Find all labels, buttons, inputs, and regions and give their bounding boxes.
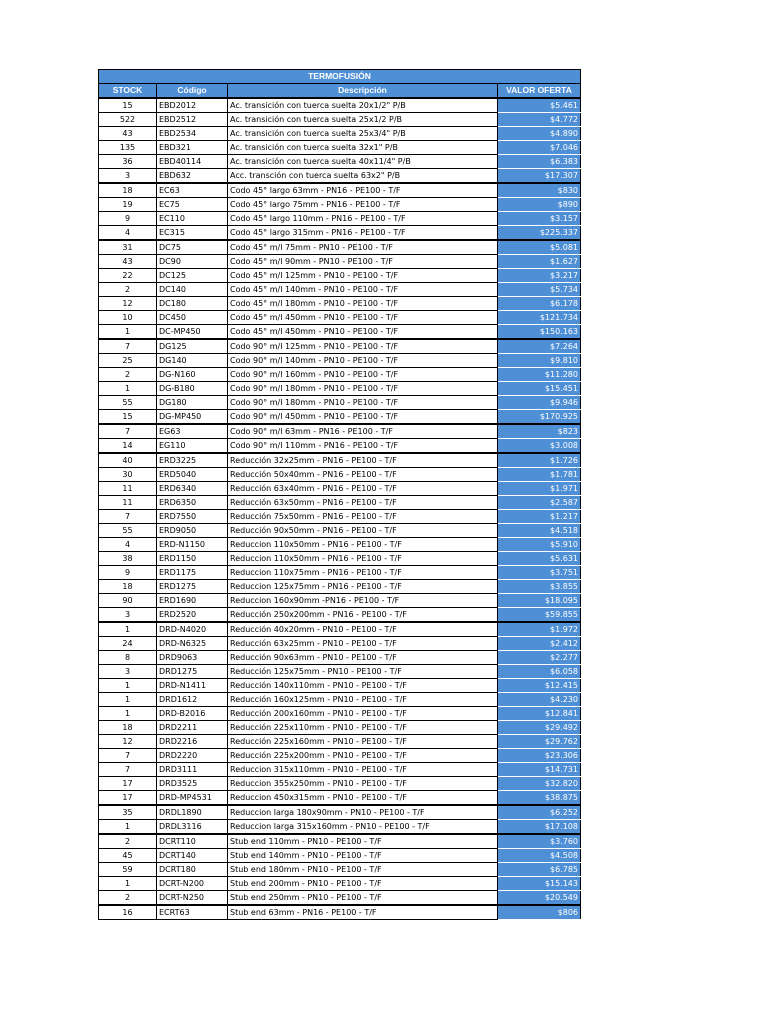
code-cell: DC-MP450 — [157, 325, 228, 340]
code-cell: DC140 — [157, 283, 228, 297]
price-cell: $3.760 — [498, 834, 581, 849]
code-cell: DRD9063 — [157, 651, 228, 665]
table-row — [99, 382, 581, 396]
table-row — [99, 763, 581, 777]
description-cell: Codo 45° m/l 125mm - PN10 - PE100 - T/F — [228, 269, 498, 283]
description-cell: Codo 90° m/l 180mm - PN10 - PE100 - T/F — [228, 396, 498, 410]
code-cell: DC90 — [157, 255, 228, 269]
price-cell: $823 — [498, 424, 581, 439]
stock-cell: 30 — [99, 468, 157, 482]
description-cell: Reducción 160x125mm - PN10 - PE100 - T/F — [228, 693, 498, 707]
table-row — [99, 566, 581, 580]
table-row — [99, 721, 581, 735]
price-cell: $17.307 — [498, 169, 581, 184]
description-cell: Codo 45° m/l 140mm - PN10 - PE100 - T/F — [228, 283, 498, 297]
code-cell: DRD2216 — [157, 735, 228, 749]
table-row — [99, 622, 581, 637]
table-row — [99, 552, 581, 566]
code-cell: EBD2012 — [157, 98, 228, 113]
description-cell: Stub end 63mm - PN16 - PE100 - T/F — [228, 905, 498, 920]
stock-cell: 2 — [99, 283, 157, 297]
price-cell: $6.252 — [498, 805, 581, 820]
description-cell: Reducción 200x160mm - PN10 - PE100 - T/F — [228, 707, 498, 721]
table-row — [99, 424, 581, 439]
stock-cell: 1 — [99, 693, 157, 707]
code-cell: EBD2512 — [157, 113, 228, 127]
description-cell: Reducción 225x200mm - PN10 - PE100 - T/F — [228, 749, 498, 763]
price-sheet — [98, 69, 580, 920]
stock-cell: 8 — [99, 651, 157, 665]
table-row — [99, 226, 581, 241]
code-cell: EBD321 — [157, 141, 228, 155]
price-cell: $11.280 — [498, 368, 581, 382]
description-cell: Reduccion 160x90mm -PN16 - PE100 - T/F — [228, 594, 498, 608]
code-cell: DRD-N1411 — [157, 679, 228, 693]
price-cell: $5.461 — [498, 98, 581, 113]
code-cell: DC180 — [157, 297, 228, 311]
table-row — [99, 849, 581, 863]
code-cell: DRDL3116 — [157, 820, 228, 835]
description-cell: Codo 45° largo 75mm - PN16 - PE100 - T/F — [228, 198, 498, 212]
price-cell: $3.855 — [498, 580, 581, 594]
stock-cell: 55 — [99, 524, 157, 538]
table-row — [99, 749, 581, 763]
price-cell: $32.820 — [498, 777, 581, 791]
table-row — [99, 439, 581, 454]
stock-cell: 12 — [99, 735, 157, 749]
header-description: Descripción — [228, 84, 498, 99]
description-cell: Reducción 90x63mm - PN10 - PE100 - T/F — [228, 651, 498, 665]
table-row — [99, 510, 581, 524]
stock-cell: 1 — [99, 877, 157, 891]
code-cell: DG-MP450 — [157, 410, 228, 425]
description-cell: Codo 45° m/l 450mm - PN10 - PE100 - T/F — [228, 325, 498, 340]
description-cell: Codo 90° m/l 450mm - PN10 - PE100 - T/F — [228, 410, 498, 425]
price-cell: $7.046 — [498, 141, 581, 155]
price-cell: $6.785 — [498, 863, 581, 877]
price-cell: $5.631 — [498, 552, 581, 566]
table-row — [99, 482, 581, 496]
table-row — [99, 665, 581, 679]
description-cell: Stub end 110mm - PN10 - PE100 - T/F — [228, 834, 498, 849]
table-row — [99, 707, 581, 721]
price-cell: $1.781 — [498, 468, 581, 482]
description-cell: Stub end 180mm - PN10 - PE100 - T/F — [228, 863, 498, 877]
code-cell: DRD3525 — [157, 777, 228, 791]
table-row — [99, 98, 581, 113]
stock-cell: 90 — [99, 594, 157, 608]
stock-cell: 7 — [99, 339, 157, 354]
table-row — [99, 198, 581, 212]
code-cell: DG-N160 — [157, 368, 228, 382]
description-cell: Reducción 225x110mm - PN10 - PE100 - T/F — [228, 721, 498, 735]
price-cell: $2.412 — [498, 637, 581, 651]
price-cell: $14.731 — [498, 763, 581, 777]
description-cell: Reducción 250x200mm - PN16 - PE100 - T/F — [228, 608, 498, 623]
stock-cell: 1 — [99, 820, 157, 835]
code-cell: ERD1150 — [157, 552, 228, 566]
table-row — [99, 834, 581, 849]
table-row — [99, 325, 581, 340]
price-cell: $6.058 — [498, 665, 581, 679]
stock-cell: 43 — [99, 255, 157, 269]
price-cell: $225.337 — [498, 226, 581, 241]
description-cell: Reducción 125x75mm - PN10 - PE100 - T/F — [228, 665, 498, 679]
description-cell: Codo 45° m/l 450mm - PN10 - PE100 - T/F — [228, 311, 498, 325]
price-cell: $17.108 — [498, 820, 581, 835]
price-cell: $15.451 — [498, 382, 581, 396]
stock-cell: 10 — [99, 311, 157, 325]
code-cell: DG180 — [157, 396, 228, 410]
code-cell: DRD2220 — [157, 749, 228, 763]
code-cell: EBD40114 — [157, 155, 228, 169]
table-row — [99, 354, 581, 368]
description-cell: Reduccion larga 180x90mm - PN10 - PE100 - T/F — [228, 805, 498, 820]
price-cell: $3.751 — [498, 566, 581, 580]
code-cell: ERD5040 — [157, 468, 228, 482]
price-cell: $12.841 — [498, 707, 581, 721]
price-cell: $1.217 — [498, 510, 581, 524]
code-cell: EC315 — [157, 226, 228, 241]
stock-cell: 31 — [99, 240, 157, 255]
code-cell: EC63 — [157, 183, 228, 198]
stock-cell: 2 — [99, 891, 157, 906]
stock-cell: 18 — [99, 183, 157, 198]
price-cell: $1.971 — [498, 482, 581, 496]
table-row — [99, 269, 581, 283]
code-cell: DCRT180 — [157, 863, 228, 877]
code-cell: DRD-MP4531 — [157, 791, 228, 806]
stock-cell: 3 — [99, 608, 157, 623]
price-cell: $170.925 — [498, 410, 581, 425]
table-row — [99, 877, 581, 891]
stock-cell: 17 — [99, 777, 157, 791]
description-cell: Reducción 63x25mm - PN10 - PE100 - T/F — [228, 637, 498, 651]
stock-cell: 43 — [99, 127, 157, 141]
table-row — [99, 905, 581, 920]
code-cell: DRD-B2016 — [157, 707, 228, 721]
code-cell: EC75 — [157, 198, 228, 212]
description-cell: Reducción 63x50mm - PN16 - PE100 - T/F — [228, 496, 498, 510]
code-cell: DRD-N4020 — [157, 622, 228, 637]
table-row — [99, 805, 581, 820]
price-cell: $4.518 — [498, 524, 581, 538]
header-price: VALOR OFERTA — [498, 84, 581, 99]
description-cell: Reducción 225x160mm - PN10 - PE100 - T/F — [228, 735, 498, 749]
price-cell: $1.627 — [498, 255, 581, 269]
code-cell: EG63 — [157, 424, 228, 439]
stock-cell: 40 — [99, 453, 157, 468]
stock-cell: 15 — [99, 410, 157, 425]
code-cell: DCRT110 — [157, 834, 228, 849]
table-row — [99, 791, 581, 806]
price-cell: $4.230 — [498, 693, 581, 707]
code-cell: DRD3111 — [157, 763, 228, 777]
stock-cell: 9 — [99, 212, 157, 226]
price-cell: $3.217 — [498, 269, 581, 283]
price-cell: $9.810 — [498, 354, 581, 368]
description-cell: Reduccion 125x75mm - PN16 - PE100 - T/F — [228, 580, 498, 594]
table-row — [99, 127, 581, 141]
table-row — [99, 368, 581, 382]
code-cell: DRD1275 — [157, 665, 228, 679]
code-cell: ERD3225 — [157, 453, 228, 468]
stock-cell: 11 — [99, 482, 157, 496]
table-row — [99, 297, 581, 311]
price-cell: $2.277 — [498, 651, 581, 665]
stock-cell: 9 — [99, 566, 157, 580]
price-cell: $6.383 — [498, 155, 581, 169]
price-cell: $23.306 — [498, 749, 581, 763]
header-code: Código — [157, 84, 228, 99]
stock-cell: 35 — [99, 805, 157, 820]
description-cell: Stub end 250mm - PN10 - PE100 - T/F — [228, 891, 498, 906]
description-cell: Ac. transición con tuerca suelta 40x11/4" P/B — [228, 155, 498, 169]
stock-cell: 59 — [99, 863, 157, 877]
code-cell: DC450 — [157, 311, 228, 325]
code-cell: ERD1690 — [157, 594, 228, 608]
description-cell: Codo 45° largo 315mm - PN16 - PE100 - T/F — [228, 226, 498, 241]
code-cell: EG110 — [157, 439, 228, 454]
price-cell: $38.875 — [498, 791, 581, 806]
code-cell: DC125 — [157, 269, 228, 283]
description-cell: Reducción 32x25mm - PN16 - PE100 - T/F — [228, 453, 498, 468]
description-cell: Ac. transición con tuerca suelta 25x1/2 P/B — [228, 113, 498, 127]
price-cell: $4.890 — [498, 127, 581, 141]
description-cell: Codo 90° m/l 63mm - PN16 - PE100 - T/F — [228, 424, 498, 439]
description-cell: Stub end 200mm - PN10 - PE100 - T/F — [228, 877, 498, 891]
code-cell: EBD632 — [157, 169, 228, 184]
stock-cell: 1 — [99, 382, 157, 396]
table-row — [99, 679, 581, 693]
description-cell: Codo 45° largo 110mm - PN16 - PE100 - T/F — [228, 212, 498, 226]
price-cell: $6.178 — [498, 297, 581, 311]
stock-cell: 2 — [99, 368, 157, 382]
table-row — [99, 311, 581, 325]
stock-cell: 55 — [99, 396, 157, 410]
table-row — [99, 169, 581, 184]
table-row — [99, 693, 581, 707]
stock-cell: 16 — [99, 905, 157, 920]
stock-cell: 19 — [99, 198, 157, 212]
table-row — [99, 524, 581, 538]
price-cell: $29.762 — [498, 735, 581, 749]
code-cell: ERD9050 — [157, 524, 228, 538]
description-cell: Codo 90° m/l 180mm - PN10 - PE100 - T/F — [228, 382, 498, 396]
price-cell: $806 — [498, 905, 581, 920]
description-cell: Codo 45° largo 63mm - PN16 - PE100 - T/F — [228, 183, 498, 198]
price-cell: $5.910 — [498, 538, 581, 552]
price-cell: $3.157 — [498, 212, 581, 226]
code-cell: DCRT-N200 — [157, 877, 228, 891]
code-cell: EBD2534 — [157, 127, 228, 141]
table-row — [99, 255, 581, 269]
table-row — [99, 183, 581, 198]
stock-cell: 11 — [99, 496, 157, 510]
table-row — [99, 651, 581, 665]
description-cell: Stub end 140mm - PN10 - PE100 - T/F — [228, 849, 498, 863]
table-row — [99, 396, 581, 410]
price-cell: $18.095 — [498, 594, 581, 608]
price-cell: $4.508 — [498, 849, 581, 863]
price-cell: $5.081 — [498, 240, 581, 255]
code-cell: DRD1612 — [157, 693, 228, 707]
description-cell: Reduccion 450x315mm - PN10 - PE100 - T/F — [228, 791, 498, 806]
code-cell: ERD7550 — [157, 510, 228, 524]
table-row — [99, 141, 581, 155]
stock-cell: 7 — [99, 424, 157, 439]
code-cell: DG-B180 — [157, 382, 228, 396]
table-row — [99, 283, 581, 297]
description-cell: Reduccion 355x250mm - PN10 - PE100 - T/F — [228, 777, 498, 791]
table-row — [99, 468, 581, 482]
code-cell: EC110 — [157, 212, 228, 226]
stock-cell: 522 — [99, 113, 157, 127]
stock-cell: 1 — [99, 679, 157, 693]
price-cell: $7.264 — [498, 339, 581, 354]
description-cell: Codo 45° m/l 90mm - PN10 - PE100 - T/F — [228, 255, 498, 269]
code-cell: DG140 — [157, 354, 228, 368]
code-cell: ERD6340 — [157, 482, 228, 496]
table-body — [99, 98, 581, 920]
code-cell: ERD2520 — [157, 608, 228, 623]
table-row — [99, 538, 581, 552]
code-cell: ECRT63 — [157, 905, 228, 920]
description-cell: Ac. transición con tuerca suelta 25x3/4" P/B — [228, 127, 498, 141]
description-cell: Codo 90° m/l 125mm - PN10 - PE100 - T/F — [228, 339, 498, 354]
stock-cell: 135 — [99, 141, 157, 155]
price-cell: $12.415 — [498, 679, 581, 693]
table-row — [99, 735, 581, 749]
price-cell: $4.772 — [498, 113, 581, 127]
stock-cell: 45 — [99, 849, 157, 863]
description-cell: Codo 90° m/l 140mm - PN10 - PE100 - T/F — [228, 354, 498, 368]
stock-cell: 25 — [99, 354, 157, 368]
table-row — [99, 155, 581, 169]
table-row — [99, 212, 581, 226]
stock-cell: 4 — [99, 538, 157, 552]
stock-cell: 18 — [99, 580, 157, 594]
description-cell: Reducción 63x40mm - PN16 - PE100 - T/F — [228, 482, 498, 496]
stock-cell: 12 — [99, 297, 157, 311]
description-cell: Reducción 75x50mm - PN16 - PE100 - T/F — [228, 510, 498, 524]
table-row — [99, 339, 581, 354]
price-cell: $890 — [498, 198, 581, 212]
price-cell: $121.734 — [498, 311, 581, 325]
stock-cell: 3 — [99, 665, 157, 679]
description-cell: Reducción 90x50mm - PN16 - PE100 - T/F — [228, 524, 498, 538]
stock-cell: 14 — [99, 439, 157, 454]
description-cell: Ac. transición con tuerca suelta 32x1" P/B — [228, 141, 498, 155]
code-cell: DC75 — [157, 240, 228, 255]
description-cell: Reduccion larga 315x160mm - PN10 - PE100 - T/F — [228, 820, 498, 835]
stock-cell: 18 — [99, 721, 157, 735]
stock-cell: 2 — [99, 834, 157, 849]
stock-cell: 22 — [99, 269, 157, 283]
stock-cell: 1 — [99, 325, 157, 340]
price-cell: $3.008 — [498, 439, 581, 454]
price-cell: $59.855 — [498, 608, 581, 623]
code-cell: DRD-N6325 — [157, 637, 228, 651]
description-cell: Codo 45° m/l 75mm - PN10 - PE100 - T/F — [228, 240, 498, 255]
stock-cell: 38 — [99, 552, 157, 566]
table-row — [99, 453, 581, 468]
stock-cell: 1 — [99, 707, 157, 721]
table-row — [99, 608, 581, 623]
stock-cell: 7 — [99, 763, 157, 777]
stock-cell: 3 — [99, 169, 157, 184]
table-row — [99, 637, 581, 651]
description-cell: Reduccion 110x75mm - PN16 - PE100 - T/F — [228, 566, 498, 580]
code-cell: DCRT140 — [157, 849, 228, 863]
stock-cell: 36 — [99, 155, 157, 169]
description-cell: Ac. transición con tuerca suelta 20x1/2" P/B — [228, 98, 498, 113]
stock-cell: 4 — [99, 226, 157, 241]
code-cell: DCRT-N250 — [157, 891, 228, 906]
price-cell: $9.946 — [498, 396, 581, 410]
stock-cell: 7 — [99, 749, 157, 763]
description-cell: Reduccion 110x50mm - PN16 - PE100 - T/F — [228, 552, 498, 566]
table-row — [99, 496, 581, 510]
code-cell: DRDL1890 — [157, 805, 228, 820]
description-cell: Codo 90° m/l 160mm - PN10 - PE100 - T/F — [228, 368, 498, 382]
table-row — [99, 891, 581, 906]
description-cell: Reducción 140x110mm - PN10 - PE100 - T/F — [228, 679, 498, 693]
code-cell: ERD1275 — [157, 580, 228, 594]
price-cell: $15.143 — [498, 877, 581, 891]
price-cell: $2.587 — [498, 496, 581, 510]
description-cell: Codo 90° m/l 110mm - PN16 - PE100 - T/F — [228, 439, 498, 454]
stock-cell: 17 — [99, 791, 157, 806]
code-cell: DG125 — [157, 339, 228, 354]
stock-cell: 1 — [99, 622, 157, 637]
stock-cell: 7 — [99, 510, 157, 524]
table-row — [99, 863, 581, 877]
table-row — [99, 777, 581, 791]
table-row — [99, 580, 581, 594]
price-table — [98, 69, 581, 920]
description-cell: Reducción 40x20mm - PN10 - PE100 - T/F — [228, 622, 498, 637]
code-cell: ERD6350 — [157, 496, 228, 510]
price-cell: $5.734 — [498, 283, 581, 297]
stock-cell: 15 — [99, 98, 157, 113]
description-cell: Acc. transción con tuerca suelta 63x2" P/B — [228, 169, 498, 184]
code-cell: ERD-N1150 — [157, 538, 228, 552]
table-row — [99, 113, 581, 127]
table-row — [99, 410, 581, 425]
price-cell: $1.972 — [498, 622, 581, 637]
table-row — [99, 240, 581, 255]
price-cell: $150.163 — [498, 325, 581, 340]
price-cell: $20.549 — [498, 891, 581, 906]
table-row — [99, 820, 581, 835]
stock-cell: 24 — [99, 637, 157, 651]
table-row — [99, 594, 581, 608]
description-cell: Codo 45° m/l 180mm - PN10 - PE100 - T/F — [228, 297, 498, 311]
code-cell: ERD1175 — [157, 566, 228, 580]
price-cell: $1.726 — [498, 453, 581, 468]
price-cell: $29.492 — [498, 721, 581, 735]
code-cell: DRD2211 — [157, 721, 228, 735]
header-stock: STOCK — [99, 84, 157, 99]
description-cell: Reduccion 110x50mm - PN16 - PE100 - T/F — [228, 538, 498, 552]
description-cell: Reduccion 315x110mm - PN10 - PE100 - T/F — [228, 763, 498, 777]
table-title: TERMOFUSIÓN — [99, 70, 581, 84]
description-cell: Reducción 50x40mm - PN16 - PE100 - T/F — [228, 468, 498, 482]
price-cell: $830 — [498, 183, 581, 198]
